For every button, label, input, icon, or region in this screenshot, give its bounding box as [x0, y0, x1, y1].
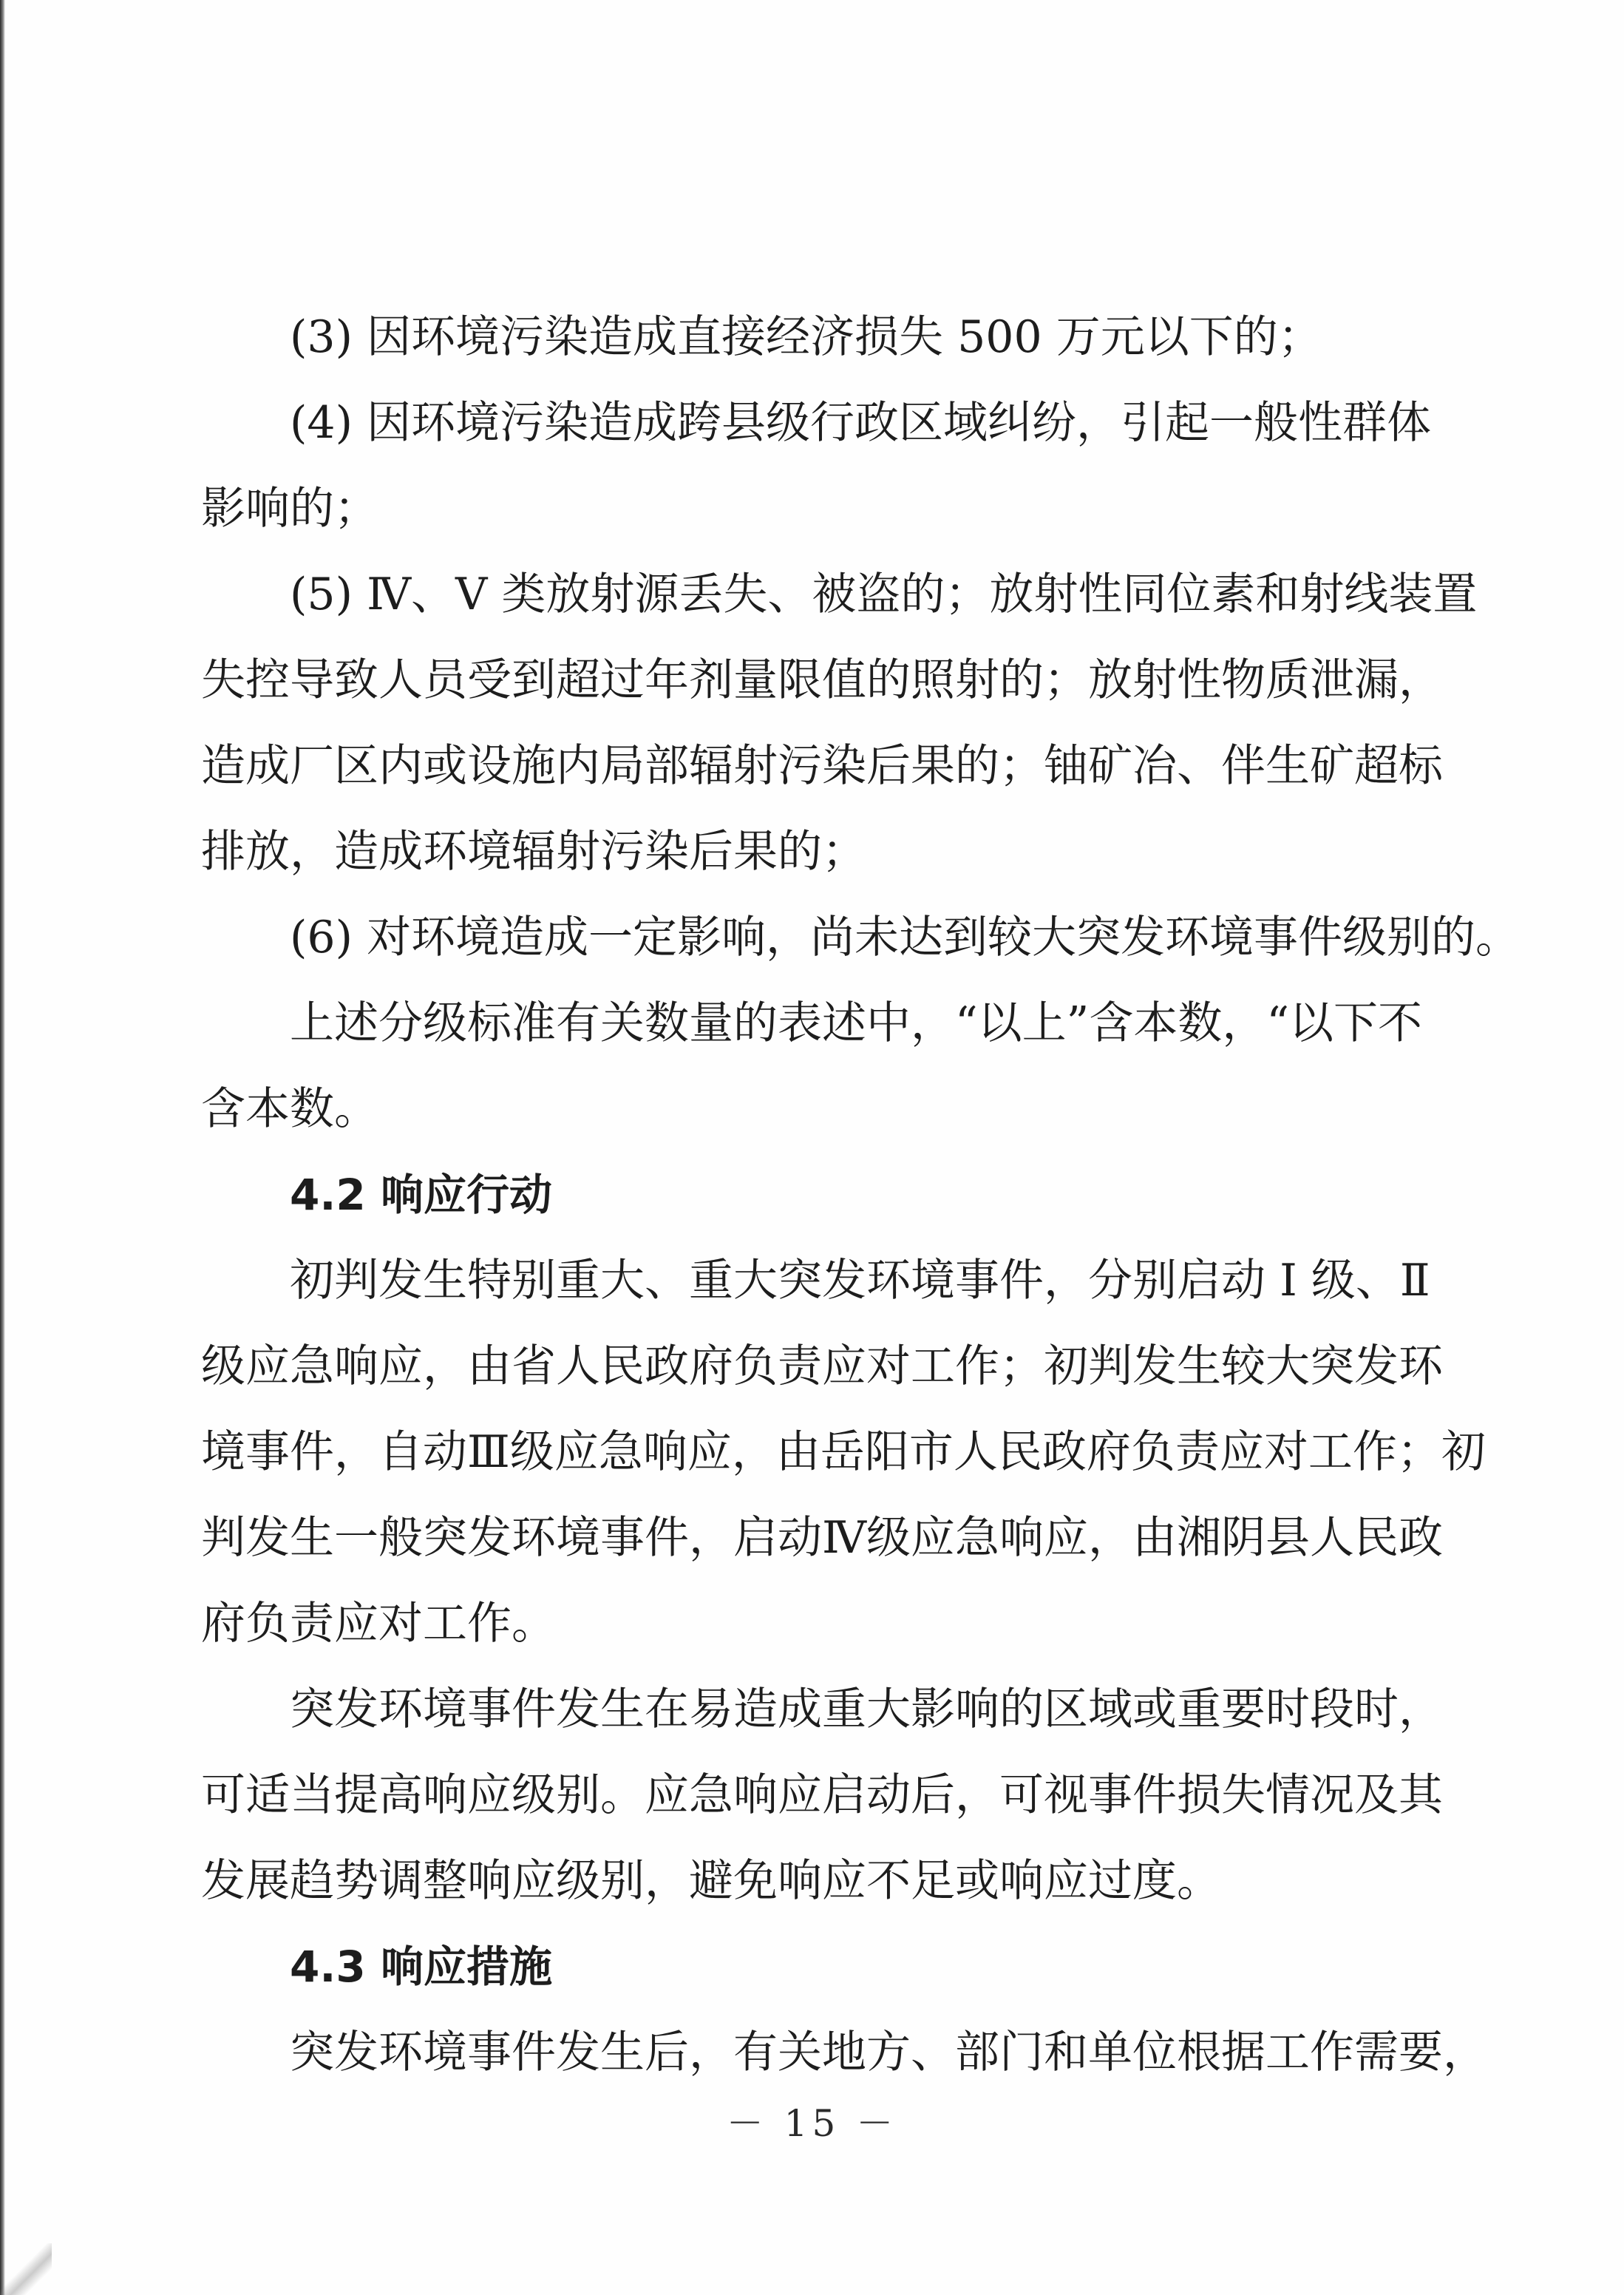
response-level-line-2: 可适当提高响应级别。应急响应启动后，可视事件损失情况及其	[201, 1769, 1443, 1821]
scan-corner-fold	[0, 2243, 52, 2295]
section-heading-4-3: 4.3 响应措施	[290, 1942, 552, 1992]
page-number: － 15 －	[726, 2102, 898, 2145]
response-measures-line-1: 突发环境事件发生后，有关地方、部门和单位根据工作需要，	[290, 2027, 1487, 2078]
response-level-line-3: 发展趋势调整响应级别，避免响应不足或响应过度。	[201, 1855, 1221, 1907]
list-item-5-line-4: 排放，造成环境辐射污染后果的；	[201, 826, 866, 878]
scan-edge-shadow	[0, 0, 5, 2295]
section-heading-4-2: 4.2 响应行动	[290, 1170, 552, 1220]
list-item-5-line-1: (5) Ⅳ、Ⅴ 类放射源丢失、被盗的；放射性同位素和射线装置	[290, 569, 1478, 620]
list-item-3: (3) 因环境污染造成直接经济损失 500 万元以下的；	[290, 311, 1322, 363]
response-action-line-1: 初判发生特别重大、重大突发环境事件，分别启动 Ⅰ 级、Ⅱ	[290, 1255, 1430, 1306]
response-level-line-1: 突发环境事件发生在易造成重大影响的区域或重要时段时，	[290, 1684, 1443, 1735]
response-action-line-4: 判发生一般突发环境事件，启动Ⅳ级应急响应，由湘阴县人民政	[201, 1512, 1443, 1564]
response-action-line-2: 级应急响应，由省人民政府负责应对工作；初判发生较大突发环	[201, 1340, 1443, 1392]
body-text	[201, 294, 1521, 2095]
response-action-line-3: 境事件，自动Ⅲ级应急响应，由岳阳市人民政府负责应对工作；初	[201, 1426, 1486, 1478]
list-item-5-line-2: 失控导致人员受到超过年剂量限值的照射的；放射性物质泄漏，	[201, 654, 1443, 706]
note-line-2: 含本数。	[201, 1083, 378, 1135]
list-item-6: (6) 对环境造成一定影响，尚未达到较大突发环境事件级别的。	[290, 912, 1521, 963]
list-item-5-line-3: 造成厂区内或设施内局部辐射污染后果的；铀矿冶、伴生矿超标	[201, 740, 1443, 792]
response-action-line-5: 府负责应对工作。	[201, 1598, 556, 1650]
note-line-1: 上述分级标准有关数量的表述中，“以上”含本数，“以下不	[290, 997, 1423, 1049]
list-item-4-line-2: 影响的；	[201, 483, 378, 535]
list-item-4-line-1: (4) 因环境污染造成跨县级行政区域纠纷，引起一般性群体	[290, 397, 1432, 449]
